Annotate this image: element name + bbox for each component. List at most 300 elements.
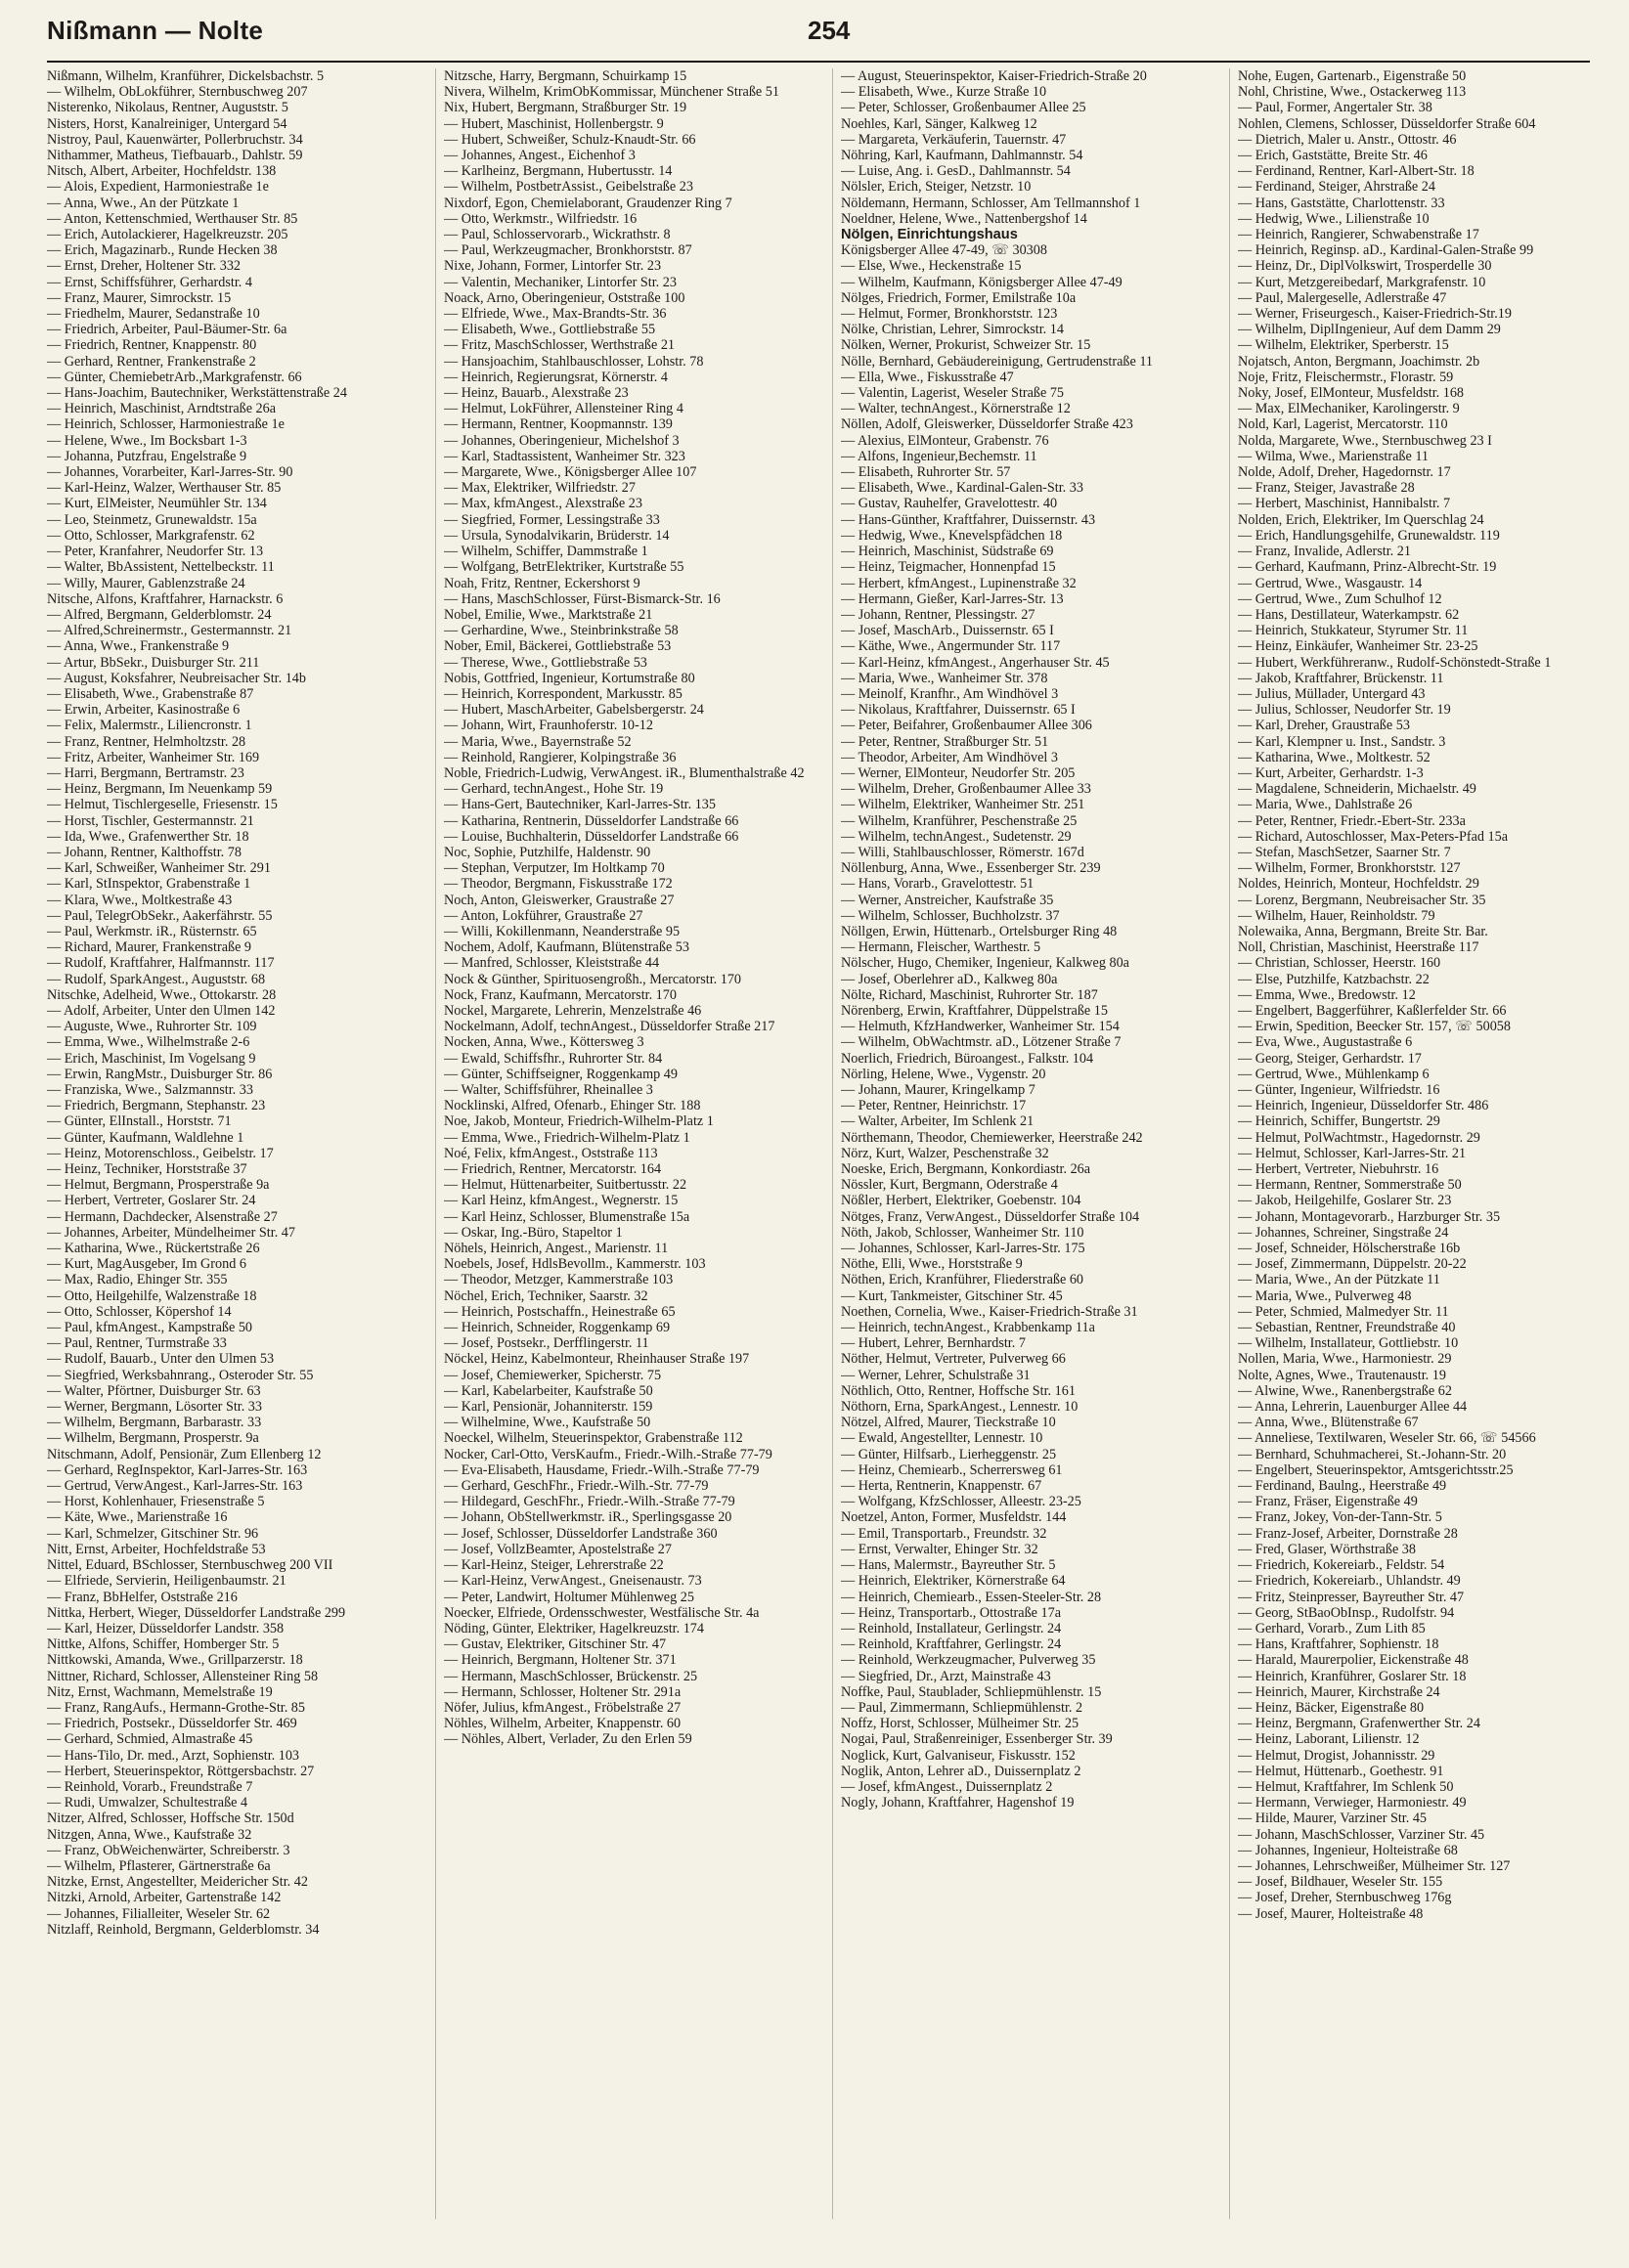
directory-entry: — Eva, Wwe., Augustastraße 6 [1238,1034,1413,1051]
directory-entry: — Wilhelm, Schiffer, Dammstraße 1 [444,544,648,560]
directory-entry: — Gertrud, Wwe., Zum Schulhof 12 [1238,590,1442,607]
directory-entry: Nölken, Werner, Prokurist, Schweizer Str. 15 [841,337,1091,354]
directory-entry: — Helmut, Tischlergeselle, Friesenstr. 15 [47,797,278,813]
directory-entry: — Gerhard, Kaufmann, Prinz-Albrecht-Str. 19 [1238,559,1497,576]
directory-entry: — Stefan, MaschSetzer, Saarner Str. 7 [1238,844,1451,860]
directory-entry: — Hermann, Rentner, Koopmannstr. 139 [444,416,673,433]
directory-entry: — Heinrich, Ingenieur, Düsseldorfer Str. 486 [1238,1098,1489,1114]
directory-entry: — Alois, Expedient, Harmoniestraße 1e [47,179,269,196]
directory-entry: — Reinhold, Rangierer, Kolpingstraße 36 [444,749,677,765]
directory-entry: — Wilhelm, DiplIngenieur, Auf dem Damm 29 [1238,322,1501,338]
directory-entry: — Heinrich, Schlosser, Harmoniestraße 1e [47,416,285,433]
directory-entry: — Franz, ObWeichenwärter, Schreiberstr. 3 [47,1842,290,1858]
directory-entry: — Anton, Lokführer, Graustraße 27 [444,907,643,924]
directory-entry: — Werner, Lehrer, Schulstraße 31 [841,1367,1031,1383]
directory-entry: — Rudolf, Bauarb., Unter den Ulmen 53 [47,1351,275,1368]
running-head: Nißmann — Nolte [47,16,264,45]
directory-entry: — Emma, Wwe., Friedrich-Wilhelm-Platz 1 [444,1129,690,1146]
directory-entry: — Hermann, MaschSchlosser, Brückenstr. 25 [444,1668,698,1684]
directory-entry: Nohe, Eugen, Gartenarb., Eigenstraße 50 [1238,68,1467,84]
directory-entry: — Hans, Vorarb., Gravelottestr. 51 [841,876,1035,893]
directory-entry: — Josef, kfmAngest., Duissernplatz 2 [841,1778,1053,1795]
directory-entry: Nock, Franz, Kaufmann, Mercatorstr. 170 [444,986,677,1003]
directory-entry: Noack, Arno, Oberingenieur, Oststraße 100 [444,289,685,306]
directory-entry: — Hermann, Verwieger, Harmoniestr. 49 [1238,1795,1467,1811]
directory-entry: Nöldemann, Hermann, Schlosser, Am Tellmannshof 1 [841,195,1141,211]
directory-entry: — Heinrich, Regierungsrat, Körnerstr. 4 [444,369,668,385]
directory-entry: — Josef, Zimmermann, Düppelstr. 20-22 [1238,1256,1467,1273]
directory-entry: — Werner, ElMonteur, Neudorfer Str. 205 [841,764,1076,781]
directory-entry: — Paul, Zimmermann, Schliepmühlenstr. 2 [841,1699,1083,1716]
directory-entry: — Peter, Beifahrer, Großenbaumer Allee 306 [841,718,1092,734]
directory-entry: — Paul, Schlosservorarb., Wickrathstr. 8 [444,227,671,243]
directory-entry: — Hermann, Gießer, Karl-Jarres-Str. 13 [841,590,1064,607]
directory-entry: Nitzki, Arnold, Arbeiter, Gartenstraße 142 [47,1890,282,1906]
directory-entry: — Hermann, Schlosser, Holtener Str. 291a [444,1683,682,1700]
directory-entry: Nörling, Helene, Wwe., Vygenstr. 20 [841,1066,1046,1082]
directory-entry: Königsberger Allee 47-49, ☏ 30308 [841,242,1047,259]
directory-entry: — Anna, Wwe., Frankenstraße 9 [47,638,230,655]
directory-entry: Nisterenko, Nikolaus, Rentner, Auguststr. 5 [47,100,288,116]
column-divider [1229,68,1230,2219]
directory-entry: — Reinhold, Werkzeugmacher, Pulverweg 35 [841,1652,1096,1669]
directory-entry: — Georg, StBaoObInsp., Rudolfstr. 94 [1238,1604,1455,1621]
directory-entry: — Ernst, Schiffsführer, Gerhardstr. 4 [47,274,252,290]
directory-entry: — Wilhelm, Elektriker, Sperberstr. 15 [1238,337,1449,354]
directory-entry: — Karl, Dreher, Graustraße 53 [1238,718,1410,734]
directory-entry: — Helmut, Bergmann, Prosperstraße 9a [47,1177,270,1194]
directory-entry: — August, Koksfahrer, Neubreisacher Str. 14b [47,670,306,686]
directory-entry: — Theodor, Bergmann, Fiskusstraße 172 [444,876,673,893]
directory-entry: — Erwin, Arbeiter, Kasinostraße 6 [47,702,241,719]
directory-entry: Nocker, Carl-Otto, VersKaufm., Friedr.-Wilh.-Straße 77-79 [444,1446,772,1462]
directory-entry: — Johann, ObStellwerkmstr. iR., Sperlingsgasse 20 [444,1509,732,1526]
directory-entry: — Else, Putzhilfe, Katzbachstr. 22 [1238,971,1430,987]
directory-entry: Nitzer, Alfred, Schlosser, Hoffsche Str. 150d [47,1810,294,1827]
header-rule [47,61,1590,63]
directory-entry: — Karl, StInspektor, Grabenstraße 1 [47,876,251,893]
directory-entry: — Hans-Günther, Kraftfahrer, Duissernstr. 43 [841,511,1096,528]
directory-entry: Noebels, Josef, HdlsBevollm., Kammerstr. 103 [444,1256,706,1273]
directory-entry: — Ella, Wwe., Fiskusstraße 47 [841,369,1014,385]
directory-entry: — Wilhelm, technAngest., Sudetenstr. 29 [841,828,1072,845]
directory-entry: — Peter, Rentner, Friedr.-Ebert-Str. 233a [1238,812,1466,829]
directory-entry: Nöhring, Karl, Kaufmann, Dahlmannstr. 54 [841,148,1083,164]
directory-entry: — Meinolf, Kranfhr., Am Windhövel 3 [841,685,1059,702]
directory-entry: — Friedrich, Rentner, Knappenstr. 80 [47,337,257,354]
directory-entry: — Günter, Hilfsarb., Lierheggenstr. 25 [841,1446,1057,1462]
directory-entry: — Ferdinand, Rentner, Karl-Albert-Str. 18 [1238,163,1475,180]
directory-entry: — Heinrich, Bergmann, Holtener Str. 371 [444,1652,677,1669]
directory-entry: — Peter, Rentner, Straßburger Str. 51 [841,733,1049,750]
directory-entry: — August, Steuerinspektor, Kaiser-Friedrich-Straße 20 [841,68,1147,84]
directory-entry: — Wilhelm, Pflasterer, Gärtnerstraße 6a [47,1857,271,1874]
directory-entry: Nitschmann, Adolf, Pensionär, Zum Ellenberg 12 [47,1446,322,1462]
directory-entry: — Nöhles, Albert, Verlader, Zu den Erlen 59 [444,1731,692,1748]
directory-entry: — Franz, Fräser, Eigenstraße 49 [1238,1494,1418,1510]
directory-entry: — Fritz, Arbeiter, Wanheimer Str. 169 [47,749,260,765]
directory-entry: — Friedrich, Kokereiarb., Feldstr. 54 [1238,1557,1445,1574]
directory-entry: — Heinz, Chemiearb., Scherrersweg 61 [841,1461,1063,1478]
directory-entry: — Heinz, Teigmacher, Honnenpfad 15 [841,559,1056,576]
directory-entry: Nocklinski, Alfred, Ofenarb., Ehinger Str. 188 [444,1098,701,1114]
directory-entry: — Ferdinand, Baulng., Heerstraße 49 [1238,1478,1447,1495]
directory-entry: — Willi, Stahlbauschlosser, Römerstr. 167d [841,844,1084,860]
directory-entry: Nollen, Maria, Wwe., Harmoniestr. 29 [1238,1351,1452,1368]
directory-entry: — Rudolf, Kraftfahrer, Halfmannstr. 117 [47,955,275,972]
directory-entry: — Hans, Malermstr., Bayreuther Str. 5 [841,1557,1056,1574]
directory-entry: — Hubert, Maschinist, Hollenbergstr. 9 [444,115,664,132]
directory-entry: Nöthorn, Erna, SparkAngest., Lennestr. 10 [841,1399,1079,1416]
directory-entry: — Helene, Wwe., Im Bocksbart 1-3 [47,432,247,449]
directory-entry: — Alwine, Wwe., Ranenbergstraße 62 [1238,1382,1452,1399]
directory-entry: — Karl Heinz, kfmAngest., Wegnerstr. 15 [444,1193,679,1209]
directory-entry: — Heinrich, technAngest., Krabbenkamp 11a [841,1320,1095,1336]
directory-entry: Nöth, Jakob, Schlosser, Wanheimer Str. 110 [841,1224,1084,1241]
directory-entry: Nitsch, Albert, Arbeiter, Hochfeldstr. 138 [47,163,277,180]
directory-entry: — Ewald, Schiffsfhr., Ruhrorter Str. 84 [444,1050,663,1067]
directory-entry: — Heinz, Techniker, Horststraße 37 [47,1161,247,1178]
directory-entry: Nolte, Agnes, Wwe., Trautenaustr. 19 [1238,1367,1446,1383]
directory-entry: — Werner, Bergmann, Lösorter Str. 33 [47,1399,262,1416]
directory-entry: — Ernst, Verwalter, Ehinger Str. 32 [841,1541,1038,1557]
directory-entry: — Elisabeth, Wwe., Grabenstraße 87 [47,685,254,702]
directory-entry: — Elisabeth, Wwe., Gottliebstraße 55 [444,322,656,338]
directory-entry: — Sebastian, Rentner, Freundstraße 40 [1238,1320,1456,1336]
directory-entry: Nohlen, Clemens, Schlosser, Düsseldorfer Straße 604 [1238,115,1536,132]
directory-entry: — Oskar, Ing.-Büro, Stapeltor 1 [444,1224,623,1241]
directory-entry: — Franziska, Wwe., Salzmannstr. 33 [47,1082,253,1098]
directory-entry: — Valentin, Mechaniker, Lintorfer Str. 23 [444,274,677,290]
directory-entry: Nix, Hubert, Bergmann, Straßburger Str. 19 [444,100,687,116]
directory-entry: — Helmut, Kraftfahrer, Im Schlenk 50 [1238,1778,1454,1795]
directory-entry: — Käte, Wwe., Marienstraße 16 [47,1509,228,1526]
directory-entry: Nobel, Emilie, Wwe., Marktstraße 21 [444,606,653,623]
directory-entry: — Karl, Klempner u. Inst., Sandstr. 3 [1238,733,1446,750]
directory-entry: Nöllenburg, Anna, Wwe., Essenberger Str. 239 [841,860,1101,877]
directory-entry: — Peter, Schmied, Malmedyer Str. 11 [1238,1303,1449,1320]
directory-entry: — Karl, Kabelarbeiter, Kaufstraße 50 [444,1382,653,1399]
directory-entry: — Max, ElMechaniker, Karolingerstr. 9 [1238,401,1460,417]
directory-entry: Nölgen, Einrichtungshaus [841,227,1018,243]
directory-entry: — Hans, Destillateur, Waterkampstr. 62 [1238,606,1460,623]
directory-entry: Nohl, Christine, Wwe., Ostackerweg 113 [1238,84,1467,101]
directory-entry: — Ewald, Angestellter, Lennestr. 10 [841,1430,1043,1447]
directory-entry: Nogai, Paul, Straßenreiniger, Essenberger Str. 39 [841,1731,1113,1748]
directory-entry: — Günter, ElInstall., Horststr. 71 [47,1113,232,1130]
directory-entry: — Anna, Lehrerin, Lauenburger Allee 44 [1238,1399,1468,1416]
directory-entry: — Heinz, Einkäufer, Wanheimer Str. 23-25 [1238,638,1478,655]
directory-entry: — Gerhard, Vorarb., Zum Lith 85 [1238,1620,1426,1636]
directory-entry: — Wilhelm, ObWachtmstr. aD., Lötzener Straße 7 [841,1034,1122,1051]
directory-entry: — Gerhard, Rentner, Frankenstraße 2 [47,353,256,370]
directory-entry: — Dietrich, Maler u. Anstr., Ottostr. 46 [1238,131,1457,148]
directory-entry: — Hubert, Lehrer, Bernhardstr. 7 [841,1335,1026,1352]
directory-entry: — Herbert, kfmAngest., Lupinenstraße 32 [841,575,1077,591]
directory-entry: — Helmut, PolWachtmstr., Hagedornstr. 29 [1238,1129,1480,1146]
directory-entry: — Erich, Autolackierer, Hagelkreuzstr. 205 [47,227,288,243]
directory-entry: — Christian, Schlosser, Heerstr. 160 [1238,955,1441,972]
directory-entry: — Engelbert, Baggerführer, Kaßlerfelder Str. 66 [1238,1002,1507,1019]
directory-entry: — Wilhelm, Former, Bronkhorststr. 127 [1238,860,1461,877]
directory-entry: — Ernst, Dreher, Holtener Str. 332 [47,258,242,275]
directory-entry: — Walter, technAngest., Körnerstraße 12 [841,401,1071,417]
directory-entry: — Alfred, Bergmann, Gelderblomstr. 24 [47,606,272,623]
directory-entry: — Emil, Transportarb., Freundstr. 32 [841,1525,1047,1542]
directory-entry: — Günter, ChemiebetrArb.,Markgrafenstr. 66 [47,369,302,385]
directory-entry: — Willy, Maurer, Gablenzstraße 24 [47,575,245,591]
directory-entry: — Heinrich, Maurer, Kirchstraße 24 [1238,1683,1440,1700]
directory-entry: — Heinz, Bauarb., Alexstraße 23 [444,385,629,402]
directory-entry: Nittel, Eduard, BSchlosser, Sternbuschweg 200 VII [47,1557,333,1574]
directory-entry: — Wilhelm, Kaufmann, Königsberger Allee 47-49 [841,274,1123,290]
directory-entry: Nölke, Christian, Lehrer, Simrockstr. 14 [841,322,1064,338]
directory-entry: — Wilhelmine, Wwe., Kaufstraße 50 [444,1415,651,1431]
directory-entry: Noerlich, Friedrich, Büroangest., Falkstr. 104 [841,1050,1094,1067]
directory-entry: — Hubert, Schweißer, Schulz-Knaudt-Str. 66 [444,131,696,148]
directory-entry: — Otto, Schlosser, Köpershof 14 [47,1303,232,1320]
directory-entry: Noffz, Horst, Schlosser, Mülheimer Str. 25 [841,1716,1079,1732]
directory-entry: — Johann, Rentner, Plessingstr. 27 [841,606,1035,623]
directory-entry: — Kurt, MagAusgeber, Im Grond 6 [47,1256,246,1273]
directory-entry: — Karl-Heinz, Steiger, Lehrerstraße 22 [444,1557,664,1574]
directory-entry: Noffke, Paul, Staublader, Schliepmühlenstr. 15 [841,1683,1102,1700]
directory-entry: Noll, Christian, Maschinist, Heerstraße 117 [1238,939,1479,956]
directory-entry: Nivera, Wilhelm, KrimObKommissar, Münchener Straße 51 [444,84,779,101]
directory-entry: — Josef, Schneider, Hölscherstraße 16b [1238,1241,1461,1257]
directory-entry: — Helmut, Hüttenarbeiter, Suitbertusstr. 22 [444,1177,687,1194]
directory-entry: — Theodor, Arbeiter, Am Windhövel 3 [841,749,1058,765]
directory-entry: — Franz, Invalide, Adlerstr. 21 [1238,544,1411,560]
directory-entry: Nobis, Gottfried, Ingenieur, Kortumstraße 80 [444,670,695,686]
directory-entry: — Kurt, Arbeiter, Gerhardstr. 1-3 [1238,764,1424,781]
directory-entry: — Gertrud, Wwe., Wasgaustr. 14 [1238,575,1423,591]
directory-entry: Nößler, Herbert, Elektriker, Goebenstr. 104 [841,1193,1081,1209]
directory-entry: Nixe, Johann, Former, Lintorfer Str. 23 [444,258,662,275]
directory-entry: — Karl-Heinz, kfmAngest., Angerhauser Str. 45 [841,654,1110,671]
directory-entry: Nockelmann, Adolf, technAngest., Düsseldorfer Straße 217 [444,1019,775,1035]
directory-entry: Nöllgen, Erwin, Hüttenarb., Ortelsburger Ring 48 [841,923,1118,939]
directory-entry: — Maria, Wwe., Pulverweg 48 [1238,1287,1412,1304]
directory-entry: Nolde, Adolf, Dreher, Hagedornstr. 17 [1238,464,1451,481]
directory-entry: Nölsler, Erich, Steiger, Netzstr. 10 [841,179,1032,196]
directory-entry: — Paul, Malergeselle, Adlerstraße 47 [1238,289,1447,306]
directory-entry: — Heinrich, Stukkateur, Styrumer Str. 11 [1238,623,1469,639]
directory-entry: — Heinz, Bergmann, Grafenwerther Str. 24 [1238,1716,1480,1732]
directory-entry: — Franz, Jokey, Von-der-Tann-Str. 5 [1238,1509,1442,1526]
directory-entry: — Gerhardine, Wwe., Steinbrinkstraße 58 [444,623,679,639]
directory-entry: — Heinrich, Schiffer, Bungertstr. 29 [1238,1113,1440,1130]
directory-entry: — Bernhard, Schuhmacherei, St.-Johann-Str. 20 [1238,1446,1507,1462]
directory-entry: — Kurt, Tankmeister, Gitschiner Str. 45 [841,1287,1063,1304]
directory-entry: — Auguste, Wwe., Ruhrorter Str. 109 [47,1019,257,1035]
directory-entry: Noecker, Elfriede, Ordensschwester, Westfälische Str. 4a [444,1604,760,1621]
directory-entry: Nittka, Herbert, Wieger, Düsseldorfer Landstraße 299 [47,1604,346,1621]
directory-entry: — Helmut, Drogist, Johannisstr. 29 [1238,1747,1435,1764]
directory-entry: — Hildegard, GeschFhr., Friedr.-Wilh.-Straße 77-79 [444,1494,735,1510]
directory-entry: — Maria, Wwe., Bayernstraße 52 [444,733,632,750]
directory-entry: — Franz, Maurer, Simrockstr. 15 [47,289,232,306]
directory-entry: — Josef, Oberlehrer aD., Kalkweg 80a [841,971,1058,987]
directory-entry: Nöther, Helmut, Vertreter, Pulverweg 66 [841,1351,1066,1368]
directory-entry: Nörz, Kurt, Walzer, Peschenstraße 32 [841,1145,1049,1161]
directory-entry: — Wilhelm, Dreher, Großenbaumer Allee 33 [841,781,1091,798]
directory-entry: — Eva-Elisabeth, Hausdame, Friedr.-Wilh.-Straße 77-79 [444,1461,760,1478]
directory-entry: — Johannes, Oberingenieur, Michelshof 3 [444,432,680,449]
directory-entry: — Franz, Rentner, Helmholtzstr. 28 [47,733,246,750]
directory-entry: — Wilhelm, Schlosser, Buchholzstr. 37 [841,907,1060,924]
directory-entry: — Paul, Werkzeugmacher, Bronkhorststr. 87 [444,242,692,259]
column-3 [841,68,1221,2258]
directory-entry: — Kurt, Metzgereibedarf, Markgrafenstr. 10 [1238,274,1486,290]
directory-entry: — Walter, Schiffsführer, Rheinallee 3 [444,1082,653,1098]
directory-entry: Noé, Felix, kfmAngest., Oststraße 113 [444,1145,658,1161]
directory-entry: Nötges, Franz, VerwAngest., Düsseldorfer Straße 104 [841,1208,1140,1225]
directory-entry: — Hermann, Rentner, Sommerstraße 50 [1238,1177,1462,1194]
directory-entry: — Karl, Schweißer, Wanheimer Str. 291 [47,860,271,877]
directory-entry: — Stephan, Verputzer, Im Holtkamp 70 [444,860,665,877]
directory-entry: — Johannes, Ingenieur, Holteistraße 68 [1238,1842,1458,1858]
directory-entry: — Katharina, Wwe., Rückertstraße 26 [47,1241,260,1257]
directory-entry: — Emma, Wwe., Wilhelmstraße 2-6 [47,1034,250,1051]
directory-entry: — Heinrich, Maschinist, Südstraße 69 [841,544,1054,560]
directory-entry: — Jakob, Kraftfahrer, Brückenstr. 11 [1238,670,1444,686]
directory-entry: — Gustav, Rauhelfer, Gravelottestr. 40 [841,496,1058,512]
directory-entry: — Johann, Rentner, Kalthoffstr. 78 [47,844,242,860]
directory-entry: — Wilma, Wwe., Marienstraße 11 [1238,448,1429,464]
directory-entry: — Heinrich, Kranführer, Goslarer Str. 18 [1238,1668,1467,1684]
directory-entry: — Karl, Pensionär, Johanniterstr. 159 [444,1399,653,1416]
column-divider [435,68,436,2219]
directory-entry: Nörthemann, Theodor, Chemiewerker, Heerstraße 242 [841,1129,1143,1146]
directory-entry: — Max, kfmAngest., Alexstraße 23 [444,496,642,512]
directory-entry: — Johannes, Arbeiter, Mündelheimer Str. 47 [47,1224,295,1241]
directory-entry: — Jakob, Heilgehilfe, Goslarer Str. 23 [1238,1193,1452,1209]
directory-entry: — Nikolaus, Kraftfahrer, Duissernstr. 65 I [841,702,1076,719]
directory-entry: — Reinhold, Kraftfahrer, Gerlingstr. 24 [841,1636,1062,1653]
directory-entry: — Josef, Bildhauer, Weseler Str. 155 [1238,1874,1443,1891]
directory-entry: — Otto, Heilgehilfe, Walzenstraße 18 [47,1287,257,1304]
directory-entry: — Elfriede, Wwe., Max-Brandts-Str. 36 [444,306,667,323]
directory-entry: Nöfer, Julius, kfmAngest., Fröbelstraße 27 [444,1699,682,1716]
directory-entry: Nöding, Günter, Elektriker, Hagelkreuzstr. 174 [444,1620,704,1636]
directory-entry: — Richard, Maurer, Frankenstraße 9 [47,939,252,956]
directory-entry: — Fred, Glaser, Wörthstraße 38 [1238,1541,1416,1557]
directory-entry: — Louise, Buchhalterin, Düsseldorfer Landstraße 66 [444,828,739,845]
directory-entry: Nitzke, Ernst, Angestellter, Meidericher Str. 42 [47,1874,308,1891]
directory-entry: — Peter, Landwirt, Holtumer Mühlenweg 25 [444,1589,694,1605]
directory-entry: Noetzel, Anton, Former, Musfeldstr. 144 [841,1509,1067,1526]
directory-entry: — Johannes, Schlosser, Karl-Jarres-Str. 175 [841,1241,1085,1257]
page-header [47,10,1590,61]
directory-entry: — Anton, Kettenschmied, Werthauser Str. 85 [47,210,298,227]
directory-entry: — Herbert, Steuerinspektor, Röttgersbachstr. 27 [47,1763,315,1779]
directory-entry: — Erich, Magazinarb., Runde Hecken 38 [47,242,278,259]
directory-entry: — Walter, Arbeiter, Im Schlenk 21 [841,1113,1035,1130]
directory-entry: — Elisabeth, Ruhrorter Str. 57 [841,464,1011,481]
directory-entry: — Josef, Schlosser, Düsseldorfer Landstraße 360 [444,1525,718,1542]
directory-entry: Nittner, Richard, Schlosser, Allensteiner Ring 58 [47,1668,319,1684]
directory-entry: Nörenberg, Erwin, Kraftfahrer, Düppelstraße 15 [841,1002,1108,1019]
directory-entry: — Josef, Postsekr., Derfflingerstr. 11 [444,1335,649,1352]
directory-entry: — Hilde, Maurer, Varziner Str. 45 [1238,1810,1428,1827]
directory-entry: Nolda, Margarete, Wwe., Sternbuschweg 23 I [1238,432,1492,449]
directory-entry: Nolewaika, Anna, Bergmann, Breite Str. Bar. [1238,923,1488,939]
directory-entry: Nogly, Johann, Kraftfahrer, Hagenshof 19 [841,1795,1075,1811]
directory-entry: — Alfred,Schreinermstr., Gestermannstr. 21 [47,623,292,639]
directory-entry: — Hans-Gert, Bautechniker, Karl-Jarres-Str. 135 [444,797,716,813]
directory-entry: Noeckel, Wilhelm, Steuerinspektor, Grabenstraße 112 [444,1430,743,1447]
directory-entry: — Friedrich, Postsekr., Düsseldorfer Str. 469 [47,1716,297,1732]
directory-entry: — Hans-Joachim, Bautechniker, Werkstättenstraße 24 [47,385,347,402]
directory-entry: — Johanna, Putzfrau, Engelstraße 9 [47,448,247,464]
directory-entry: — Wilhelm, Elektriker, Wanheimer Str. 251 [841,797,1085,813]
directory-entry: — Helmut, Former, Bronkhorststr. 123 [841,306,1058,323]
directory-entry: — Klara, Wwe., Moltkestraße 43 [47,892,233,908]
directory-entry: — Luise, Ang. i. GesD., Dahlmannstr. 54 [841,163,1071,180]
directory-entry: — Margareta, Verkäuferin, Tauernstr. 47 [841,131,1067,148]
directory-entry: — Josef, Maurer, Holteistraße 48 [1238,1905,1424,1922]
directory-entry: — Friedrich, Arbeiter, Paul-Bäumer-Str. 6a [47,322,287,338]
directory-entry: — Willi, Kokillenmann, Neanderstraße 95 [444,923,681,939]
directory-entry: — Anneliese, Textilwaren, Weseler Str. 66, ☏ 54566 [1238,1430,1536,1447]
directory-entry: — Erwin, Spedition, Beecker Str. 157, ☏ 50058 [1238,1019,1511,1035]
directory-entry: Nöhels, Heinrich, Angest., Marienstr. 11 [444,1241,669,1257]
directory-entry: Nitzsche, Harry, Bergmann, Schuirkamp 15 [444,68,687,84]
directory-entry: — Engelbert, Steuerinspektor, Amtsgerichtsstr.25 [1238,1461,1514,1478]
directory-entry: — Lorenz, Bergmann, Neubreisacher Str. 35 [1238,892,1486,908]
directory-entry: — Herta, Rentnerin, Knappenstr. 67 [841,1478,1042,1495]
directory-entry: — Therese, Wwe., Gottliebstraße 53 [444,654,647,671]
directory-entry: — Johannes, Filialleiter, Weseler Str. 62 [47,1905,271,1922]
directory-entry: — Maria, Wwe., Wanheimer Str. 378 [841,670,1048,686]
directory-entry: — Helmuth, KfzHandwerker, Wanheimer Str. 154 [841,1019,1120,1035]
directory-entry: — Manfred, Schlosser, Kleiststraße 44 [444,955,660,972]
directory-entry: — Heinz, Dr., DiplVolkswirt, Trosperdelle 30 [1238,258,1492,275]
directory-entry: — Felix, Malermstr., Liliencronstr. 1 [47,718,252,734]
directory-entry: — Erich, Handlungsgehilfe, Grunewaldstr. 119 [1238,527,1500,544]
directory-entry: — Karl-Heinz, VerwAngest., Gneisenaustr. 73 [444,1573,702,1590]
directory-entry: — Richard, Autoschlosser, Max-Peters-Pfad 15a [1238,828,1509,845]
directory-entry: Nojatsch, Anton, Bergmann, Joachimstr. 2b [1238,353,1480,370]
directory-entry: Noje, Fritz, Fleischermstr., Florastr. 59 [1238,369,1454,385]
directory-entry: — Hedwig, Wwe., Knevelspfädchen 18 [841,527,1063,544]
directory-entry: — Helmut, Schlosser, Karl-Jarres-Str. 21 [1238,1145,1467,1161]
directory-entry: — Herbert, Vertreter, Niebuhrstr. 16 [1238,1161,1439,1178]
directory-entry: Nockel, Margarete, Lehrerin, Menzelstraße 46 [444,1002,702,1019]
directory-entry: — Käthe, Wwe., Angermunder Str. 117 [841,638,1061,655]
directory-entry: — Wilhelm, Kranführer, Peschenstraße 25 [841,812,1078,829]
directory-entry: — Anna, Wwe., An der Pützkate 1 [47,195,240,211]
directory-entry: — Max, Elektriker, Wilfriedstr. 27 [444,480,636,497]
directory-entry: Nold, Karl, Lagerist, Mercatorstr. 110 [1238,416,1448,433]
directory-entry: — Friedrich, Kokereiarb., Uhlandstr. 49 [1238,1573,1461,1590]
directory-entry: — Josef, MaschArb., Duissernstr. 65 I [841,623,1054,639]
directory-entry: Noble, Friedrich-Ludwig, VerwAngest. iR., Blumenthalstraße 42 [444,764,805,781]
directory-entry: — Wilhelm, PostbetrAssist., Geibelstraße 23 [444,179,693,196]
directory-entry: — Artur, BbSekr., Duisburger Str. 211 [47,654,260,671]
directory-entry: — Otto, Schlosser, Markgrafenstr. 62 [47,527,255,544]
directory-entry: — Heinz, Bäcker, Eigenstraße 80 [1238,1699,1425,1716]
directory-entry: Nöthe, Elli, Wwe., Horststraße 9 [841,1256,1023,1273]
directory-entry: — Gerhard, technAngest., Hohe Str. 19 [444,781,664,798]
directory-entry: — Werner, Anstreicher, Kaufstraße 35 [841,892,1054,908]
directory-entry: — Günter, Ingenieur, Wilfriedstr. 16 [1238,1082,1440,1098]
page-number: 254 [808,16,851,45]
directory-entry: — Peter, Schlosser, Großenbaumer Allee 25 [841,100,1086,116]
directory-entry: Nolden, Erich, Elektriker, Im Querschlag 24 [1238,511,1484,528]
directory-entry: — Günter, Kaufmann, Waldlehne 1 [47,1129,244,1146]
